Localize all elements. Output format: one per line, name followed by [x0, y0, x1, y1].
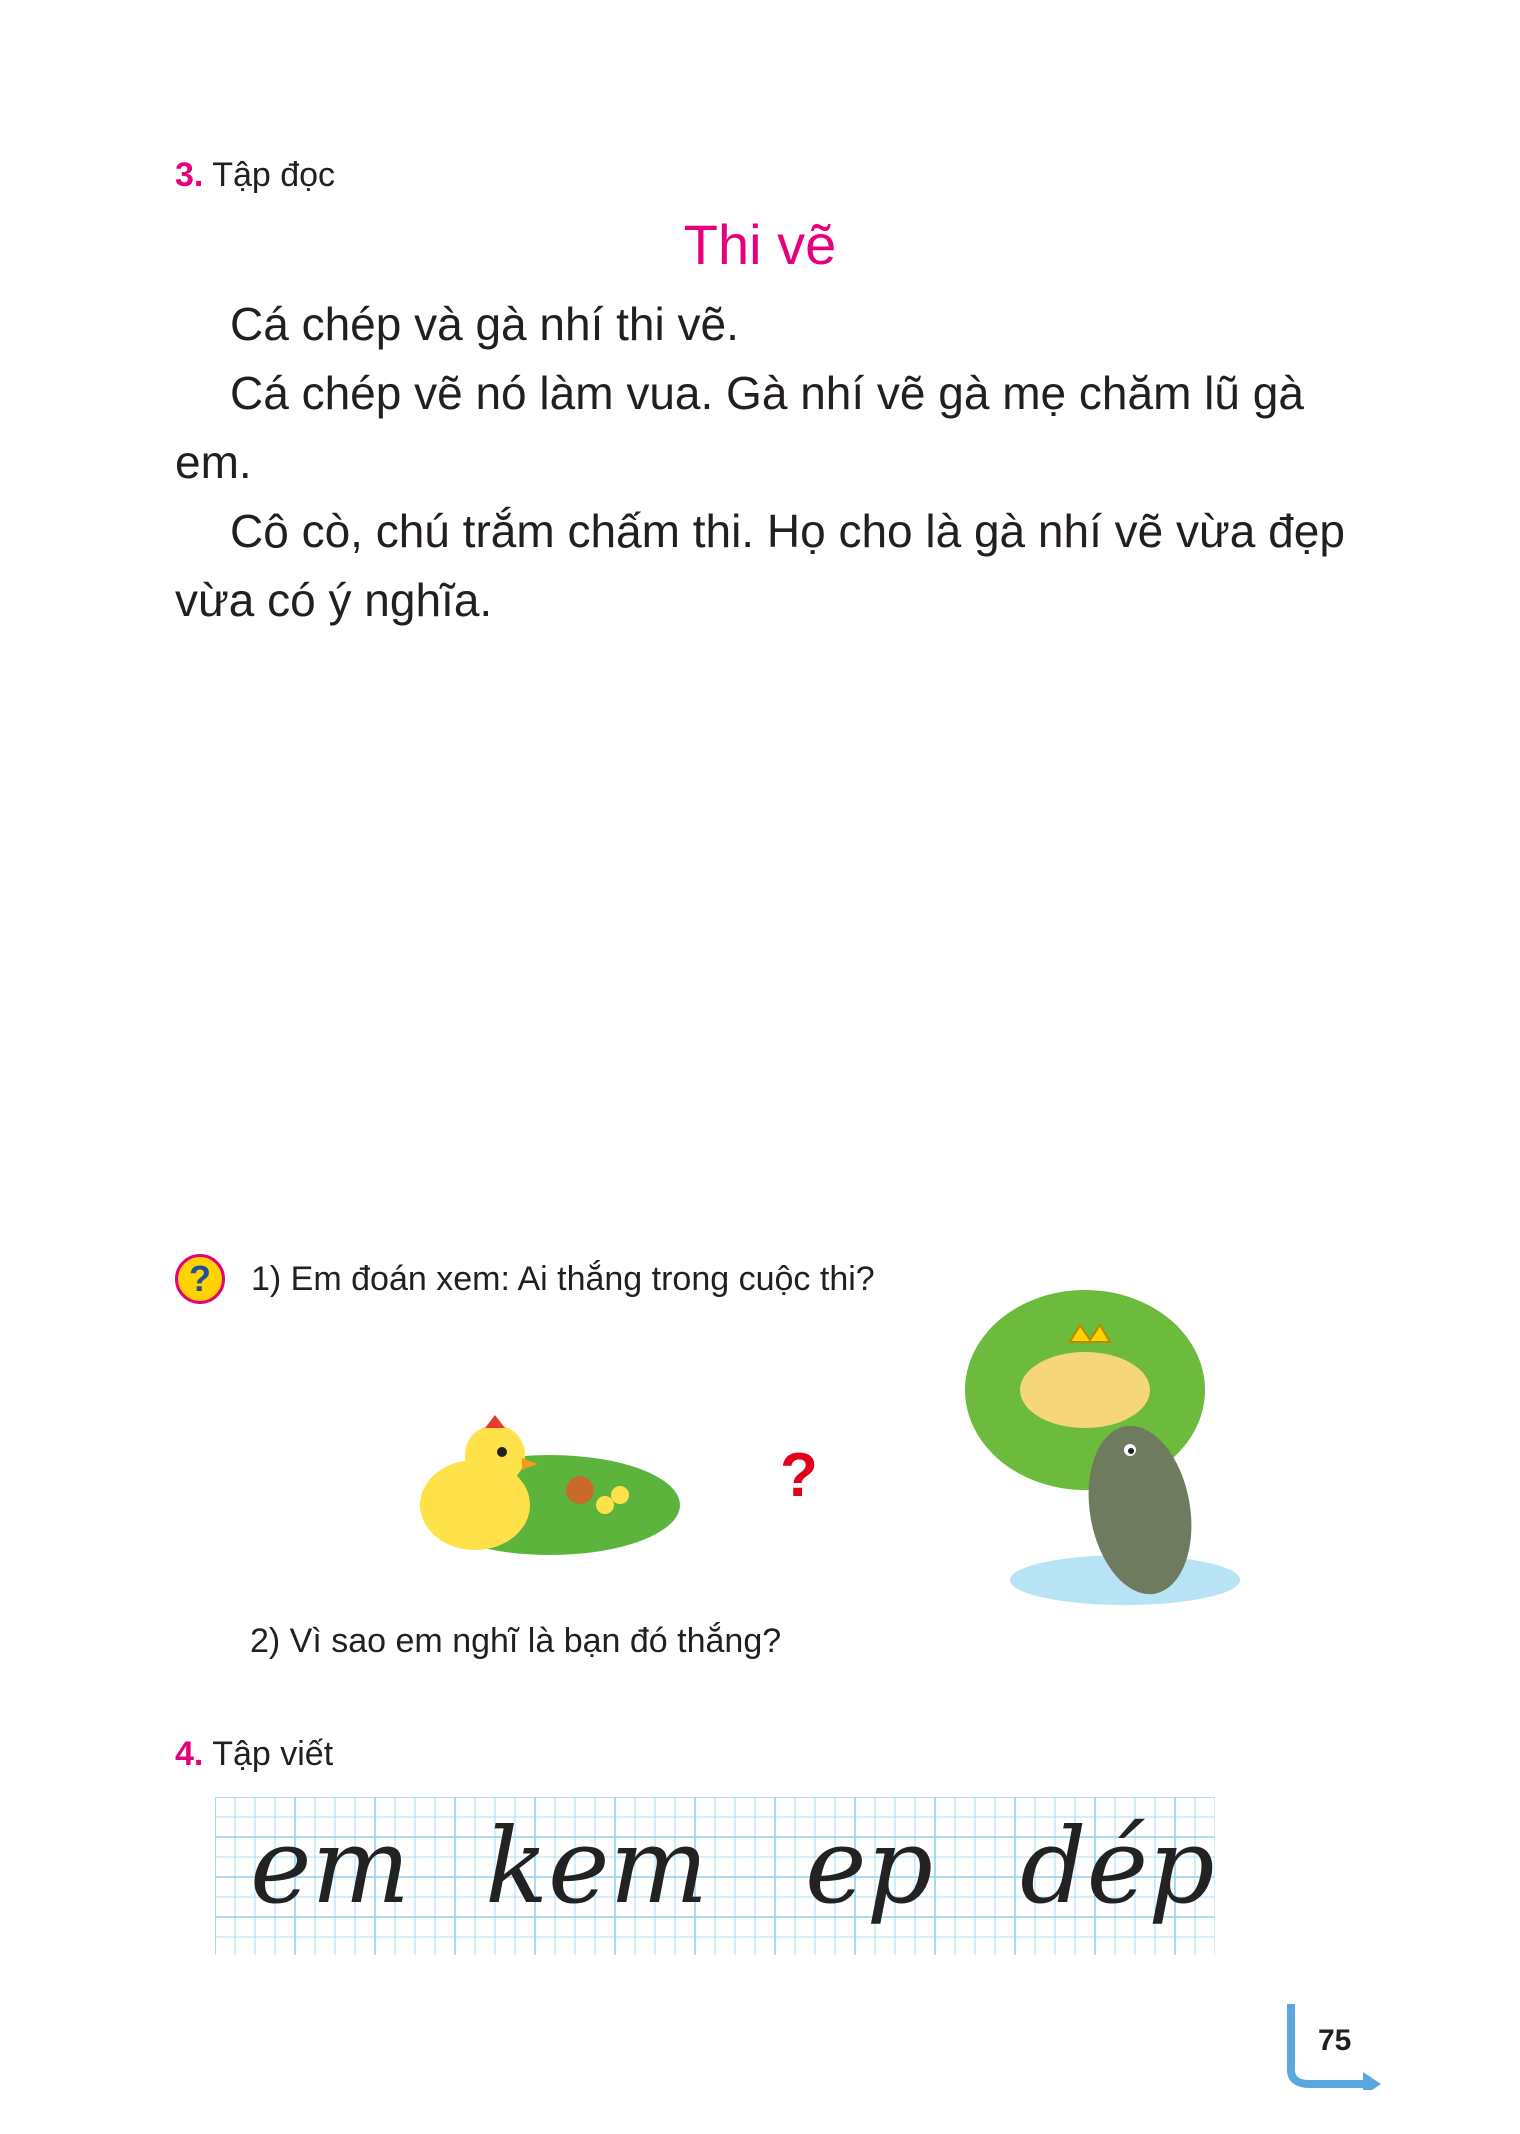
story-paragraph-3: Cô cò, chú trắm chấm thi. Họ cho là gà nhí vẽ vừa đẹp vừa có ý nghĩa. [175, 505, 1345, 626]
question-2: 2) Vì sao em nghĩ là bạn đó thắng? [250, 1622, 782, 1660]
middle-question-mark: ? [780, 1441, 818, 1510]
question-mark-icon: ? [175, 1254, 225, 1304]
page-number: 75 [1318, 2024, 1352, 2057]
question-1: 1) Em đoán xem: Ai thắng trong cuộc thi? [251, 1259, 875, 1298]
section-3-number: 3. [175, 156, 204, 194]
writing-word-1: em [250, 1805, 411, 1927]
section-3-label: Tập đọc [212, 156, 336, 194]
writing-word-3: ep [805, 1805, 934, 1927]
writing-word-4: dép [1020, 1805, 1215, 1927]
section-4-label: Tập viết [212, 1735, 334, 1773]
section-3-heading [175, 156, 335, 195]
story-paragraph-2: Cá chép vẽ nó làm vua. Gà nhí vẽ gà mẹ chăm lũ gà em. [175, 367, 1304, 488]
story-text [175, 290, 1385, 635]
chick-drawing-illustration [380, 1410, 680, 1580]
story-title: Thi vẽ [683, 213, 837, 276]
carp-drawing-illustration [945, 1280, 1265, 1610]
story-paragraph-1: Cá chép và gà nhí thi vẽ. [230, 298, 739, 350]
section-4-number: 4. [175, 1735, 204, 1773]
question-1-row [175, 1254, 875, 1304]
section-4-heading [175, 1735, 333, 1774]
writing-word-2: kem [485, 1805, 709, 1927]
